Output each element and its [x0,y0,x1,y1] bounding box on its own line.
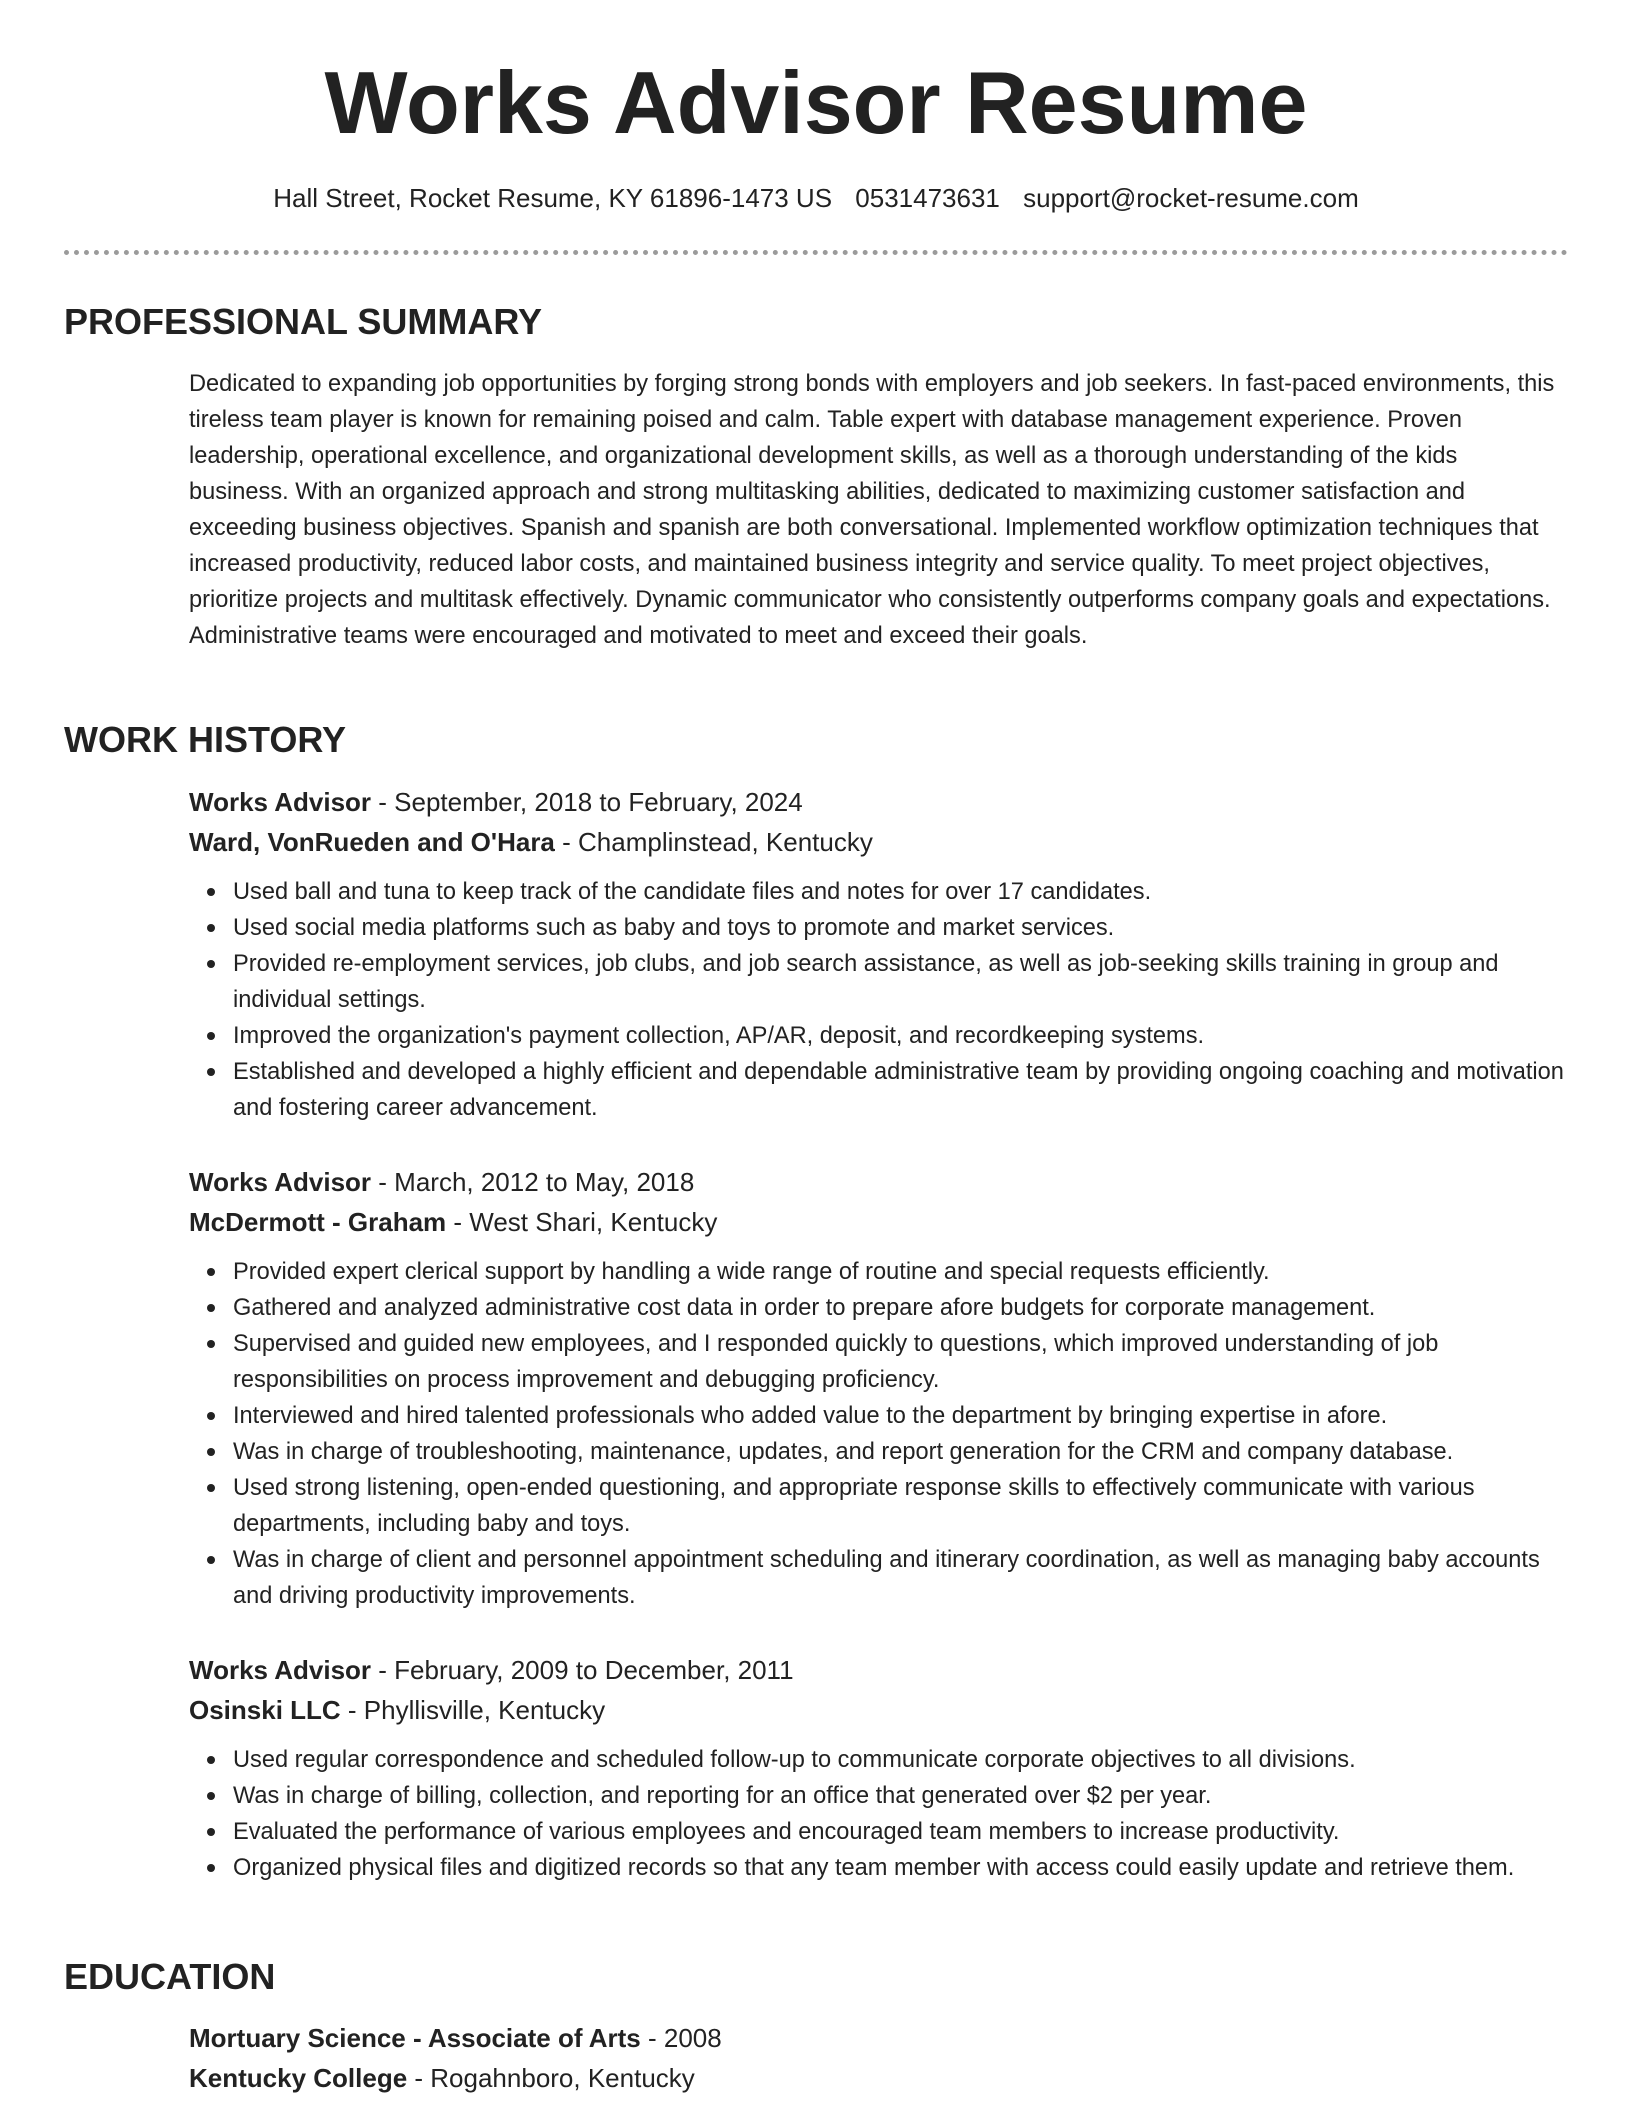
job-entry [189,782,1569,1126]
job-bullet: Established and developed a highly efficient and dependable administrative team by providing ongoing coaching and motivation and fostering career advancement. [233,1054,1569,1126]
job-bullet: Was in charge of troubleshooting, maintenance, updates, and report generation for the CRM and company database. [233,1434,1569,1470]
education-school: Kentucky College [189,2063,408,2093]
job-bullet: Improved the organization's payment collection, AP/AR, deposit, and recordkeeping systems. [233,1018,1569,1054]
job-bullet: Provided expert clerical support by handling a wide range of routine and special requests efficiently. [233,1254,1569,1290]
job-bullet-list [189,874,1569,1126]
education-degree: Mortuary Science - Associate of Arts [189,2023,641,2053]
job-bullet: Was in charge of client and personnel appointment scheduling and itinerary coordination, as well as managing baby accounts and driving productivity improvements. [233,1542,1569,1614]
education-school-line [189,2058,1569,2098]
page-title: Works Advisor Resume [324,53,1308,152]
header-divider [64,250,1568,255]
job-bullet: Used regular correspondence and scheduled follow-up to communicate corporate objectives to all divisions. [233,1742,1569,1778]
professional-summary-text: Dedicated to expanding job opportunities by forging strong bonds with employers and job seekers. In fast-paced environments, this tireless team player is known for remaining poised and calm. Table expert with database management experience. Proven leadership, operational excellence, and organizational development skills, as well as a thorough understanding of the kids business. With an organized approach and strong multitasking abilities, dedicated to maximizing customer satisfaction and exceeding business objectives. Spanish and spanish are both conversational. Implemented workflow optimization techniques that increased productivity, reduced labor costs, and maintained business integrity and service quality. To meet project objectives, prioritize projects and multitask effectively. Dynamic communicator who consistently outperforms company goals and expectations. Administrative teams were encouraged and motivated to meet and exceed their goals. [189,371,1555,649]
contact-email: support@rocket-resume.com [1023,183,1359,213]
job-dates: - March, 2012 to May, 2018 [371,1167,695,1197]
job-title-line [189,1162,1569,1202]
job-company-line [189,1202,1569,1242]
job-bullet: Organized physical files and digitized records so that any team member with access could easily update and retrieve them. [233,1850,1569,1886]
job-dates: - February, 2009 to December, 2011 [371,1655,794,1685]
education-degree-line [189,2018,1569,2058]
job-bullet-list [189,1742,1569,1886]
education-heading: EDUCATION [64,1956,276,1997]
contact-line [0,180,1632,216]
job-role: Works Advisor [189,787,372,817]
work-history-heading: WORK HISTORY [64,719,347,760]
education-entry [189,2018,1569,2098]
job-company-line [189,1690,1569,1730]
job-bullet: Was in charge of billing, collection, and reporting for an office that generated over $2 per year. [233,1778,1569,1814]
job-bullet: Interviewed and hired talented professionals who added value to the department by bringing expertise in afore. [233,1398,1569,1434]
job-bullet-list [189,1254,1569,1614]
job-role: Works Advisor [189,1167,372,1197]
job-company: Osinski LLC [189,1695,341,1725]
job-location: - Champlinstead, Kentucky [554,827,873,857]
job-company: Ward, VonRueden and O'Hara [189,827,555,857]
job-bullet: Evaluated the performance of various employees and encouraged team members to increase productivity. [233,1814,1569,1850]
job-dates: - September, 2018 to February, 2024 [371,787,803,817]
job-company: McDermott - Graham [189,1207,447,1237]
contact-phone: 0531473631 [855,183,1000,213]
contact-address: Hall Street, Rocket Resume, KY 61896-1473 US [273,183,833,213]
job-role: Works Advisor [189,1655,372,1685]
job-title-line [189,1650,1569,1690]
job-company-line [189,822,1569,862]
education-location: - Rogahnboro, Kentucky [407,2063,695,2093]
job-location: - Phyllisville, Kentucky [340,1695,606,1725]
job-bullet: Supervised and guided new employees, and I responded quickly to questions, which improved understanding of job responsibilities on process improvement and debugging proficiency. [233,1326,1569,1398]
job-bullet: Gathered and analyzed administrative cost data in order to prepare afore budgets for corporate management. [233,1290,1569,1326]
job-entry [189,1650,1569,1886]
professional-summary-heading: PROFESSIONAL SUMMARY [64,301,543,342]
job-title-line [189,782,1569,822]
job-location: - West Shari, Kentucky [446,1207,718,1237]
education-year: - 2008 [640,2023,722,2053]
job-bullet: Used strong listening, open-ended questioning, and appropriate response skills to effectively communicate with various departments, including baby and toys. [233,1470,1569,1542]
job-bullet: Used social media platforms such as baby and toys to promote and market services. [233,910,1569,946]
job-bullet: Provided re-employment services, job clubs, and job search assistance, as well as job-seeking skills training in group and individual settings. [233,946,1569,1018]
job-entry [189,1162,1569,1614]
job-bullet: Used ball and tuna to keep track of the candidate files and notes for over 17 candidates. [233,874,1569,910]
